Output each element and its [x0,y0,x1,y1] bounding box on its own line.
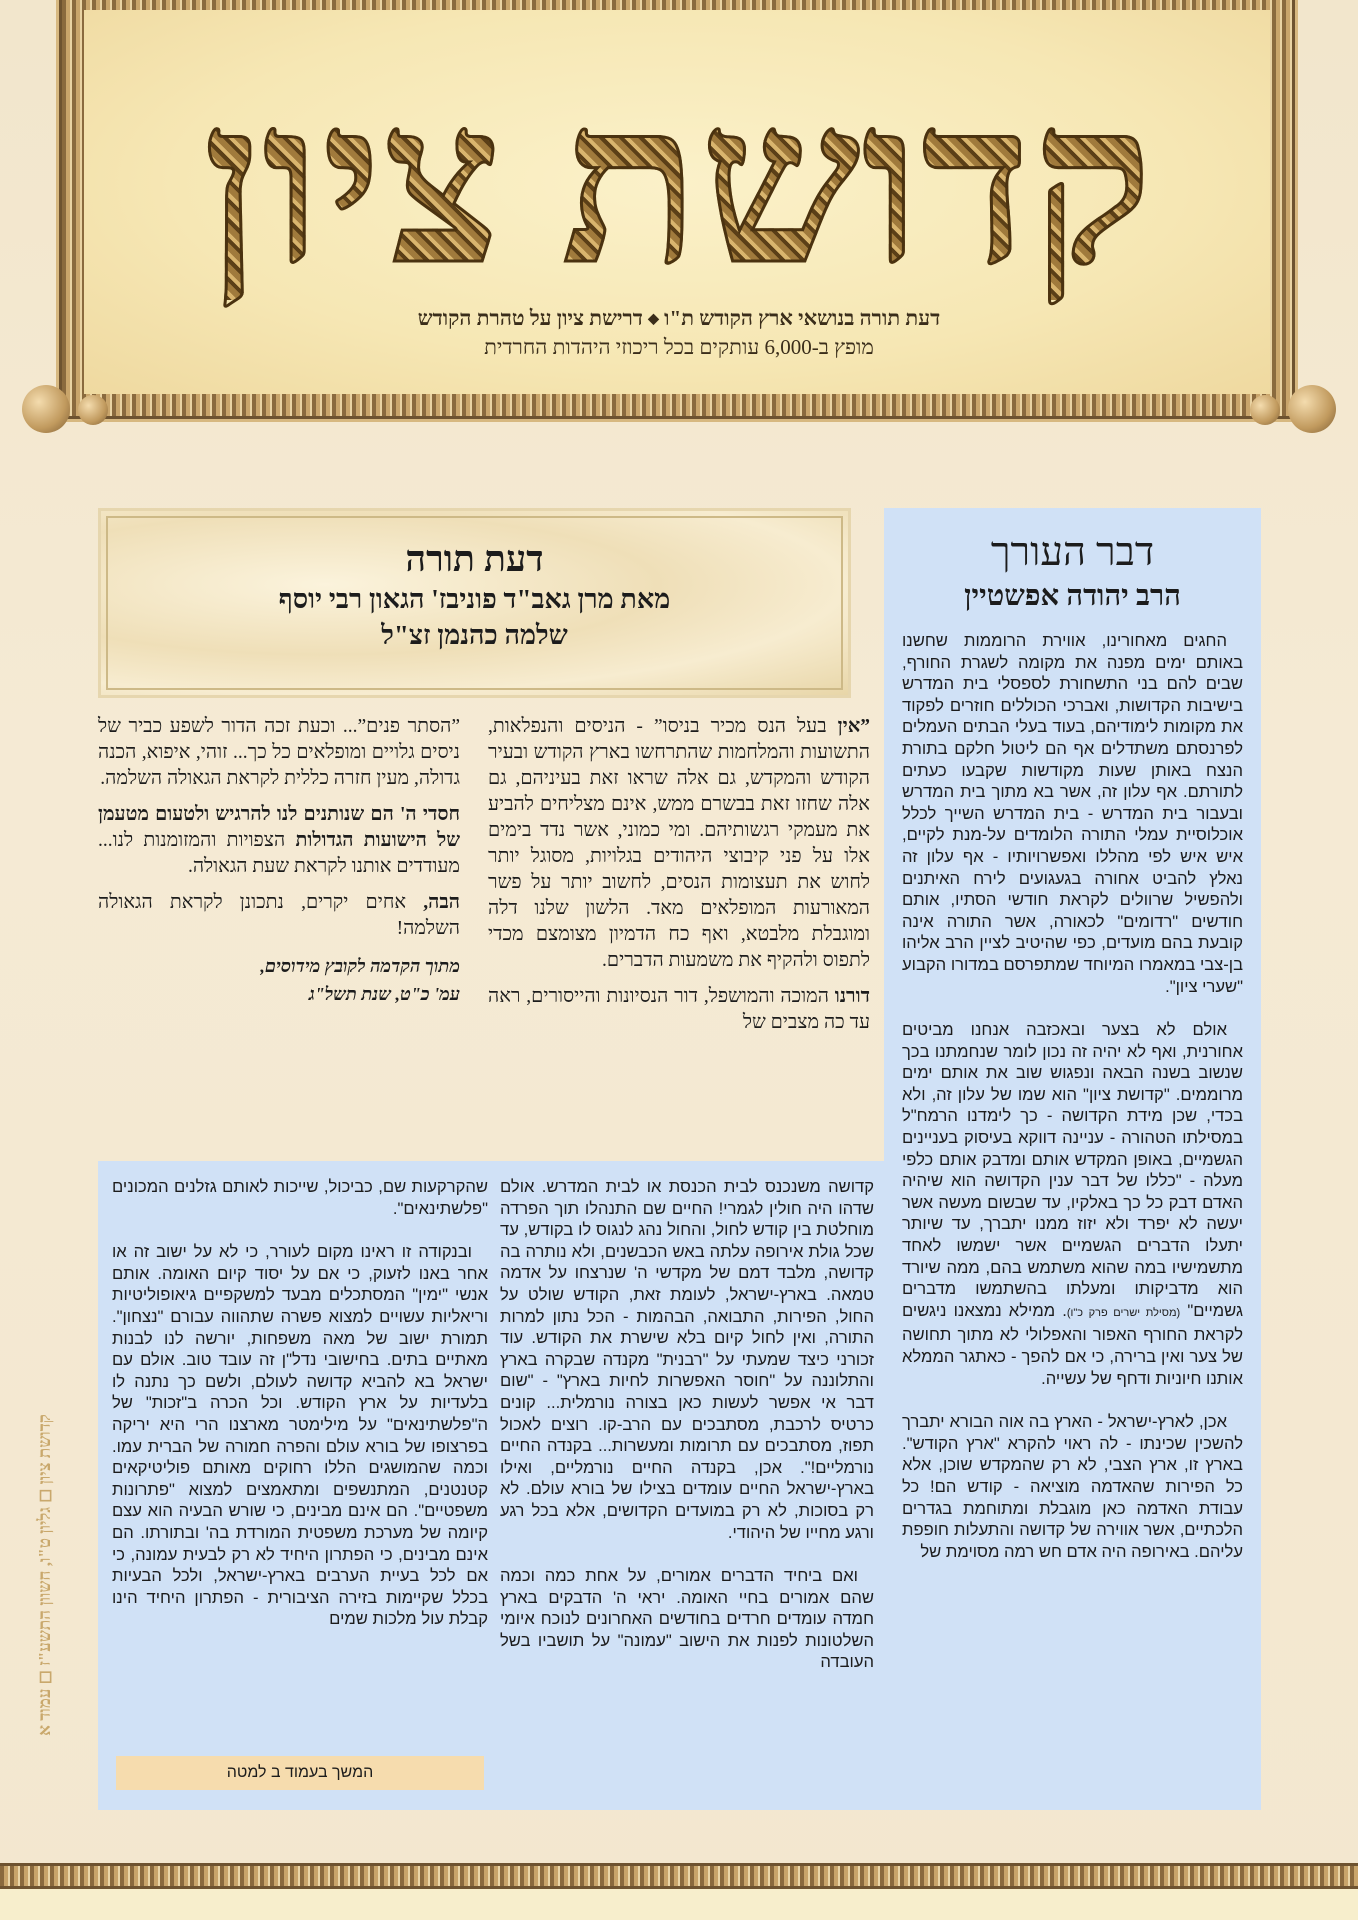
article-paragraph [98,890,460,942]
daat-torah-column-right [488,714,870,1046]
tagline [0,305,1358,331]
editor-heading: דבר העורך [990,529,1155,574]
lead-word: הבה, [423,892,460,913]
newspaper-title-logo: קדושת ציון [0,70,1358,300]
source-line: עמ' כ"ט, שנת תשל"ג [308,984,460,1004]
frame-ornament-ball-left [22,385,70,433]
article-paragraph: ואם ביחיד הדברים אמורים, על אחת כמה וכמה שהם אמורים בחיי האומה. יראי ה' הדבקים בארץ חמדה עומדים חרדים בחודשים האחרונים לנוכח איומי השלטונות לפנות את הישוב "עמונה" על תושביו בשל העובדה [500,1566,874,1672]
daat-torah-heading: דעת תורה [405,539,544,579]
editor-paragraph-text: . ממילא נמצאנו ניגשים לקראת החורף האפור והאפלולי לא מתוך תחושה של צער ואין ברירה, כי אם להפך - כאתגר הממלא אותנו חיוניות ודחף של עשייה. [902,1300,1243,1388]
tagline-part-b: דרישת ציון על טהרת הקודש [417,306,643,330]
continued-on-page-link[interactable]: המשך בעמוד ב למטה [116,1756,484,1790]
distribution-note: מופץ ב-6,000 עותקים בכל ריכוזי היהדות החרדית [484,335,874,359]
citation: (מסילת ישרים פרק כ"ו) [1066,1306,1181,1319]
daat-torah-banner [98,508,851,698]
paragraph-text: בעל הנס מכיר בניסו” - הניסים והנפלאות, התשועות והמלחמות שהתרחשו בארץ הקודש ובעיר הקודש והמקדש, גם אלה שראו זאת בעיניהם, גם אלה שחזו זאת בבשרם ממש, אינם מצליחים להביע את מעמקי רגשותיהם. ומי כמוני, אשר נדד בימים אלו על פני קיבוצי היהודים בגלויות, מסוגל יותר לחוש את תעצומות הנסים, לחשוב יותר על פשר המאורעות המופלאים מאד. הלשון שלנו דלה ומוגבלת מלבטא, ואף כח הדמיון מצומצם מכדי לתפוס ולהקיף את משמעות הדברים. [488,716,870,971]
editor-author: הרב יהודה אפשטיין [964,580,1181,612]
editor-column [884,508,1261,1810]
bottom-border-strip [0,1866,1358,1886]
article-paragraph [488,984,870,1036]
editor-paragraph [902,1019,1243,1389]
paragraph-text: הצפויות והמזומנות לנו... מעודדים אותנו לקראת שעת הגאולה. [98,830,460,877]
frame-ornament-ball-right-small [1250,395,1280,425]
tagline-part-a: דעת תורה בנושאי ארץ הקודש ת"ו [664,306,941,330]
daat-torah-column-left [98,714,460,1008]
article-paragraph [98,714,460,792]
source-citation [98,952,460,1008]
diamond-separator-icon: ◆ [648,312,659,328]
editor-body [902,630,1243,1562]
article-paragraph [488,714,870,974]
lead-word: חסדי ה' הם שנותנים לנו להרגיש ולטעום מטעמן של הישועות הגדולות [98,804,461,851]
editor-paragraph: החגים מאחורינו, אווירת הרוממות שחשנו באותם ימים מפנה את מקומה לשגרת החורף, שבים להם בני התשחורת לספסלי בית המדרש בישיבות הקדושות, ואברכי הכוללים חוזרים לפקוד את מקומות לימודיהם, בעוד בעלי הבתים העמלים לפרנסתם משתדלים אף הם ליטול חלקם בתורת הנצח באותן שעות מקודשות שקבעו כעתים לתורתם. אף עלון זה, אשר בא מתוך בית המדרש ובעבור בית המדרש - בית המדרש השייך לכלל אוכלוסיית עמלי התורה הלומדים על-מנת לקיים, איש איש לפי מהללו ואפשרויותיו - אף עלון זה נאלץ להביט אחורה בגעגועים לירח האיתנים ולהפשיל שרוולים לקראת חודשי הסתיו, אותם חודשים "רדומים" לכאורה, אשר התורה אינה קובעת בהם מועדים, כפי שהיטיב לציין הרב אליהו בן-צבי במאמרו המיוחד שמתפרסם במדורו הקבוע "שערי ציון". [902,631,1243,996]
continuation-column-left [112,1176,488,1748]
article-paragraph: קדושה משנכנס לבית הכנסת או לבית המדרש. אולם שדהו היה חולין לגמרי! החיים שם התנהלו תוך הפרדה מוחלטת בין קודש לחול, והחול נהג לנגוס לו בקודש, עד שכל גולת אירופה עלתה באש הכבשנים, ולא נותרה בה קדושה, מלבד דמם של מקדשי ה' שנרצחו על אדמה טמאה. בארץ-ישראל, לעומת זאת, הקודש שולט על החול, הפירות, התבואה, הבהמות - הכל נתון למרות התורה, ואין לחול קיום בלא שישרת את הקודש. עוד זכורני כיצד שמעתי על "רבנית" מקנדה שבקרה בארץ והתלוננה על "חוסר האפשרות לחיות בארץ" - "שום דבר אי אפשר לעשות כאן בצורה נורמלית... קונים כרטיס לרכבת, מסתבכים עם הרב-קו. רוצים לאכול תפוז, מסתבכים עם תרומות ומעשרות... בקנדה החיים נורמליים!". אכן, בקנדה החיים נורמליים, ואילו בארץ-ישראל החיים עומדים בצילו של בורא עולם. לא רק בסוכות, לא רק במועדים הקדושים, אלא בכל רגע ורגע מחייו של היהודי. [500,1177,874,1542]
paragraph-text: ”הסתר פנים”... וכעת זכה הדור לשפע כביר של ניסים גלויים ומופלאים כל כך... זוהי, איפוא, הכנה גדולה, מעין חזרה כללית לקראת הגאולה השלמה. [98,716,460,789]
article-paragraph [98,802,460,880]
paragraph-text: אחים יקרים, נתכונן לקראת הגאולה השלמה! [98,892,460,939]
article-paragraph: ובנקודה זו ראינו מקום לעורר, כי לא על ישוב זה או אחר באנו לזעוק, כי אם על יסוד קיום האומה. אותם אנשי "ימין" המסתכלים מבעד למשקפיים גיאופוליטיות וריאליות עשויים למצוא פשרה שתהווה עבורם "נצחון". תמורת ישוב של מאה משפחות, יורשה לנו לבנות מאתיים בתים. בחישובי נדל"ן זה עובד טוב. אולם עם ישראל בא להביא קדושה לעולם, ולשם כך נתנה לו בלעדיות על ארץ הקודש. וכל הכרה ב"זכות" של ה"פלשתינאים" על מילימטר מארצנו הרי היא יריקה בפרצופו של בורא עולם והפרה חמורה של הברית עמו. וכמה שהמושגים הללו רחוקים מאותם פוליטיקאים קטנטנים, המתנשפים ומתאמצים למצוא "פתרונות משפטיים". הם אינם מבינים, כי שורש הבעיה הוא עצם קיומה של מערכת משפטית המורדת בה' ובתורתו. הם אינם מבינים, כי הפתרון היחיד לא רק לבעית עמונה, כי אם לכל בעיית הערבים בארץ-ישראל, ולכל הבעיות בכלל שקיימות בזירה הציבורית - הפתרון היחיד הינו קבלת עול מלכות שמים [112,1242,488,1629]
paragraph-text: המוכה והמושפל, דור הנסיונות והייסורים, ראה עד כה מצבים של [488,986,870,1033]
daat-torah-byline: שלמה כהנמן זצ"ל [381,620,568,650]
article-paragraph: שהקרקעות שם, כביכול, שייכות לאותם גזלנים המכונים "פלשתינאים". [112,1177,488,1218]
source-line: מתוך הקדמה לקובץ מידוסים, [260,956,460,976]
editor-paragraph-text: אולם לא בצער ובאכזבה אנחנו מביטים אחורנית, ואף לא יהיה זה נכון לומר שנחמתנו בכך שנשוב בשנה הבאה ונפגוש שוב את אותם ימים מרוממים. "קדושת ציון" הוא שמו של עלון זה, ולא בכדי, שכן מידת הקדושה - כך לימדנו הרמח"ל במסילתו הטהורה - עניינה דווקא בעיסוק בעניינים הגשמיים, באופן המקדש אותם ומדבק אותם כלפי מעלה - "כללו של דבר ענין הקדושה הוא שיהיה האדם דבק כל כך באלקיו, עד שבשום מעשה אשר יעשה לא יפרד ולא יזוז ממנו יתברך, עד שיותר יתעלו הדברים הגשמיים אשר ישמשו לאחד מתשמישיו במה שהוא משתמש בהם, ממה שיורד הוא מדביקותו ומעלתו בהשתמשו מדברים גשמיים" [902,1020,1243,1320]
continuation-column-middle [500,1176,874,1806]
page-side-label: קדושת ציון ◻ גליון ט"ו, חשוון התשע"ז ◻ עמוד א [35,1414,54,1736]
daat-torah-byline: מאת מרן גאב"ד פוניבז' הגאון רבי יוסף [278,584,671,614]
footer-band [0,1889,1358,1920]
editor-paragraph: אכן, לארץ-ישראל - הארץ בה אוה הבורא יתברך להשכין שכינתו - לה ראוי להקרא "ארץ הקודש". בארץ זו, ארץ הצבי, לא רק שהמקדש שוכן, אלא כל הפירות שהאדמה מוציאה - קודש הם! כל עבודת האדמה כאן מוגבלת ומתוחמת בגדרים הלכתיים, אשר אווירה של קדושה והתעלות חופפת עליהם. באירופה היה אדם חש רמה מסוימת של [902,1412,1243,1561]
lead-word: דורנו [834,986,870,1007]
lead-word: ”אין [837,716,870,737]
frame-ornament-ball-right [1288,385,1336,433]
frame-ornament-ball-left-small [78,395,108,425]
